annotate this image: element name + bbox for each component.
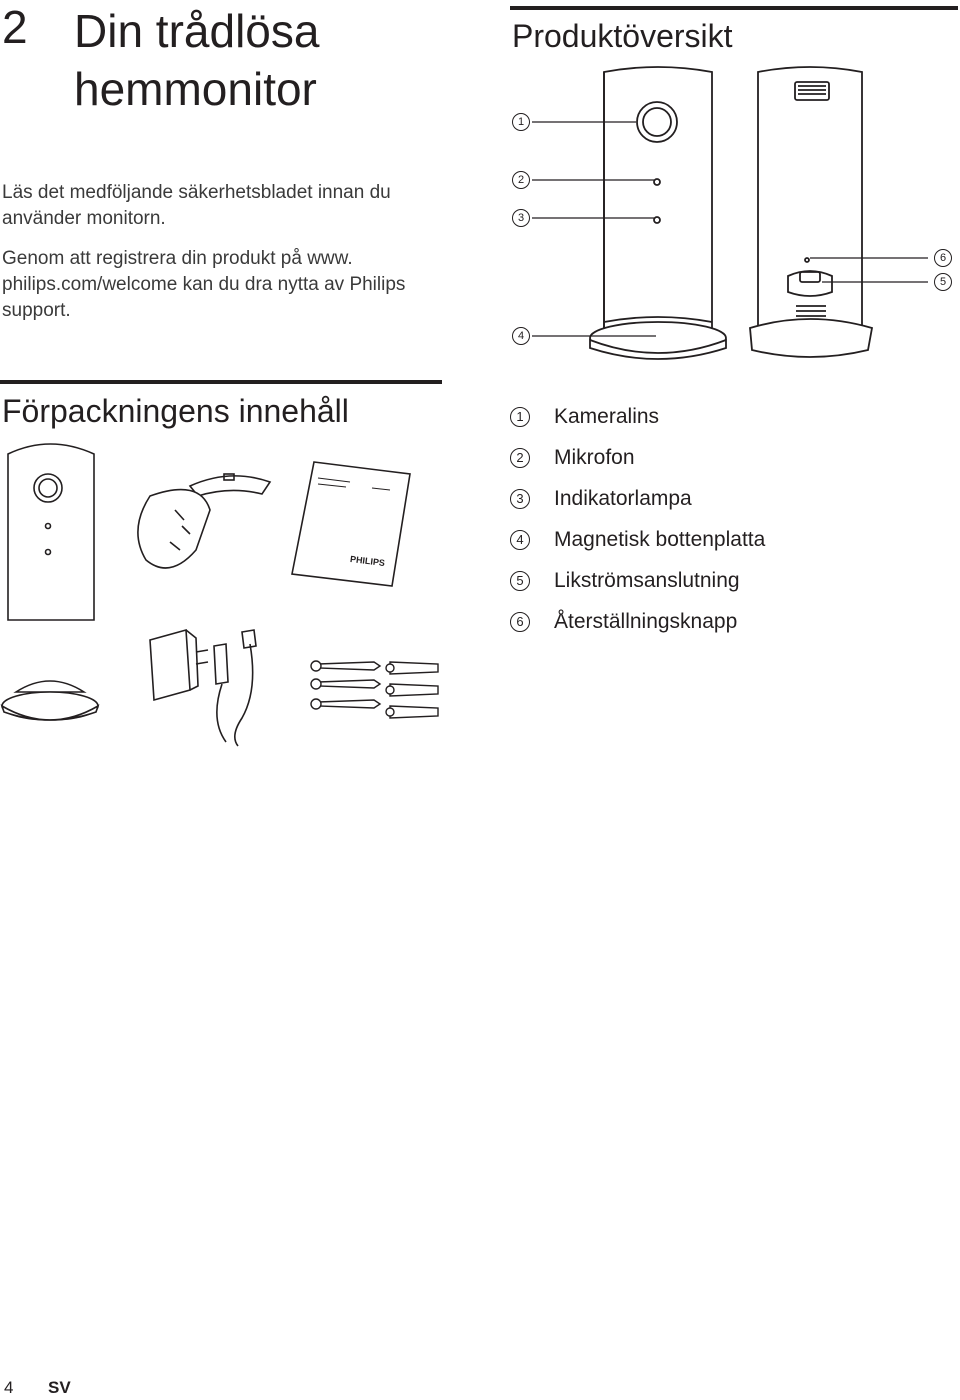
power-adapter-item [150,630,256,746]
callout-5: 5 [934,273,952,291]
camera-front-illustration [590,67,726,359]
camera-back-illustration [750,67,872,357]
legend-item [510,396,765,437]
legend-number: 2 [510,448,530,468]
chapter-number: 2 [2,1,28,53]
callout-2: 2 [512,171,530,189]
legend-list [510,396,765,642]
contents-rule [0,380,442,384]
camera-item [8,444,94,620]
package-contents-illustration [0,430,450,750]
callout-leader-lines [532,122,928,336]
legend-label: Magnetisk bottenplatta [554,527,766,551]
legend-item [510,601,765,642]
wall-mount-item [138,474,270,568]
screws-item [311,661,380,709]
magnetic-base-item [2,681,98,720]
safety-paragraph: Läs det medföljande säkerhetsbladet innan du använder monitorn. [2,182,391,229]
legend-label: Kameralins [554,404,660,428]
legend-item [510,478,765,519]
chapter-title: Din trådlösa hemmonitor [74,5,320,115]
legend-number: 5 [510,571,530,591]
legend-item [510,519,765,560]
contents-title: Förpackningens innehåll [2,393,349,429]
legend-label: Indikatorlampa [554,486,692,510]
legend-number: 6 [510,612,530,632]
legend-label: Mikrofon [554,445,635,469]
legend-label: Likströmsanslutning [554,568,740,592]
legend-number: 3 [510,489,530,509]
callout-4: 4 [512,327,530,345]
legend-number: 4 [510,530,530,550]
overview-rule [510,6,958,10]
wall-anchors-item [386,662,438,718]
register-paragraph: Genom att registrera din produkt på www. philips.com/welcome kan du dra nytta av Philips support. [2,248,406,321]
legend-number: 1 [510,407,530,427]
callout-3: 3 [512,209,530,227]
manual-item [292,462,410,586]
language-code: SV [48,1378,71,1397]
page-number: 4 [4,1378,14,1397]
legend-label: Återställningsknapp [554,609,738,633]
product-overview-illustration [500,60,960,370]
callout-6: 6 [934,249,952,267]
manual-brand: PHILIPS [349,553,386,569]
overview-title: Produktöversikt [512,18,733,54]
callout-1: 1 [512,113,530,131]
legend-item [510,437,765,478]
legend-item [510,560,765,601]
